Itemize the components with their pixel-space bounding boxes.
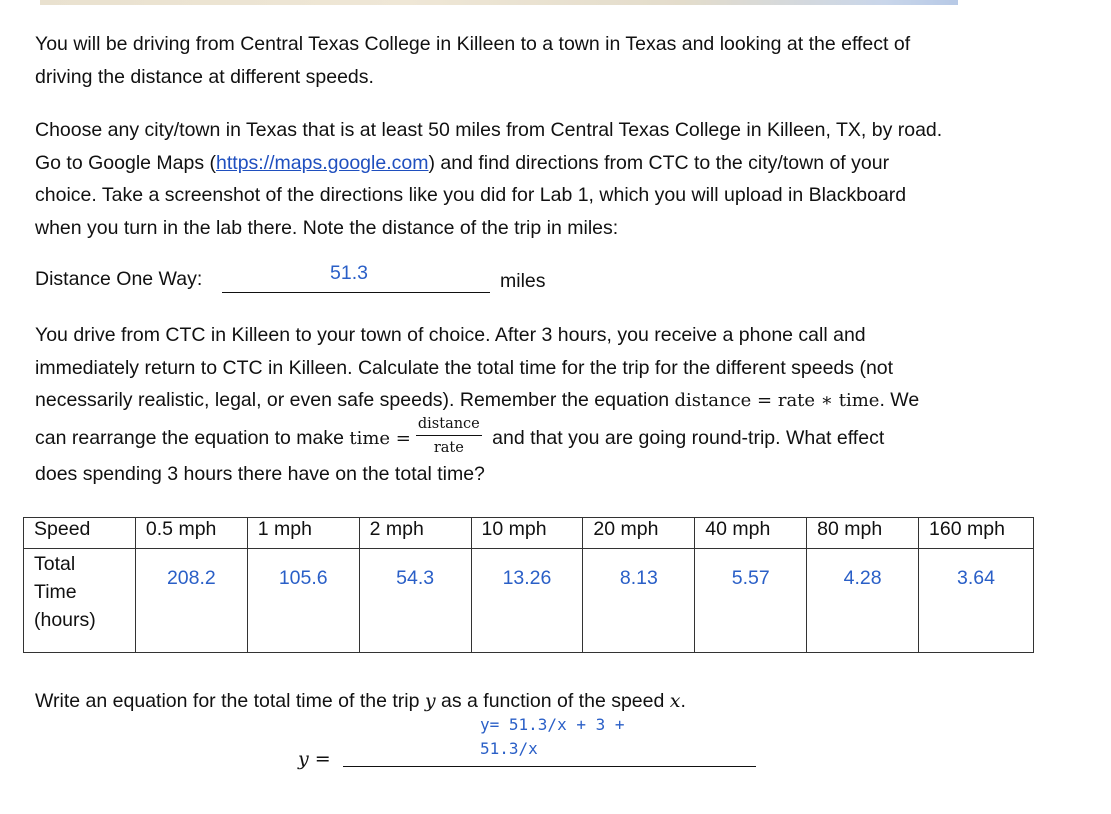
distance-value[interactable]: 51.3: [330, 262, 368, 284]
intro-line: You will be driving from Central Texas College in Killeen to a town in Texas and looking at the effect of: [35, 33, 911, 55]
time-cell[interactable]: 8.13: [583, 549, 695, 653]
speed-row: [24, 518, 1034, 549]
time-cell[interactable]: 105.6: [247, 549, 359, 653]
instructions-line: Choose any city/town in Texas that is at least 50 miles from Central Texas College in Killeen, TX, by road.: [35, 119, 943, 141]
speed-time-table: [23, 517, 1034, 653]
equation-blank-line: [343, 766, 756, 767]
fraction-denominator: rate: [433, 439, 464, 456]
speed-cell: 80 mph: [807, 518, 919, 549]
problem-text: can rearrange the equation to make: [35, 426, 350, 449]
speed-header-cell: Speed: [24, 518, 136, 549]
speed-cell: 2 mph: [359, 518, 471, 549]
answer-line: 51.3/x: [480, 739, 538, 758]
time-cell[interactable]: 54.3: [359, 549, 471, 653]
instructions-line: [35, 147, 1035, 180]
speed-cell: 160 mph: [919, 518, 1034, 549]
y-equals-label: y =: [298, 748, 331, 770]
distance-unit: miles: [500, 270, 546, 292]
total-time-header-cell: [24, 549, 136, 653]
distance-blank-line: [222, 292, 490, 293]
distance-over-rate-fraction: [416, 416, 482, 457]
instructions-text: ) and find directions from CTC to the city/town of your: [428, 151, 890, 174]
problem-line: You drive from CTC in Killeen to your town of choice. After 3 hours, you receive a phone call and: [35, 324, 866, 346]
time-cell[interactable]: 5.57: [695, 549, 807, 653]
speed-cell: 20 mph: [583, 518, 695, 549]
prompt-text: Write an equation for the total time of the trip: [35, 690, 425, 712]
prompt-text: as a function of the speed: [435, 690, 670, 712]
distance-equation: distance = rate ∗ time: [674, 390, 880, 411]
header-text: Time: [34, 581, 77, 603]
problem-line: immediately return to CTC in Killeen. Calculate the total time for the trip for the different speeds (not: [35, 356, 894, 379]
google-maps-link[interactable]: https://maps.google.com: [216, 151, 429, 174]
total-time-row: [24, 549, 1034, 653]
problem-text: . We: [879, 389, 920, 411]
time-equation: time =: [349, 427, 411, 449]
variable-x: x: [669, 690, 681, 712]
answer-line: y= 51.3/x + 3 +: [480, 715, 625, 734]
time-cell[interactable]: 4.28: [807, 549, 919, 653]
problem-line: [35, 384, 1035, 418]
problem-line: [35, 415, 1035, 458]
top-image-strip: [40, 0, 958, 5]
problem-line: does spending 3 hours there have on the total time?: [35, 462, 485, 485]
speed-cell: 40 mph: [695, 518, 807, 549]
time-cell[interactable]: 208.2: [135, 549, 247, 653]
time-cell[interactable]: 13.26: [471, 549, 583, 653]
instructions-line: when you turn in the lab there. Note the distance of the trip in miles:: [35, 216, 619, 239]
intro-line: driving the distance at different speeds.: [35, 65, 374, 88]
problem-paragraph: [35, 319, 1035, 490]
instructions-paragraph: [35, 114, 1035, 244]
problem-text: and that you are going round-trip. What effect: [486, 426, 885, 449]
speed-cell: 10 mph: [471, 518, 583, 549]
equation-prompt: [35, 690, 686, 713]
instructions-line: choice. Take a screenshot of the directions like you did for Lab 1, which you will upload in Blackboard: [35, 184, 907, 206]
equation-answer[interactable]: [480, 713, 680, 761]
intro-paragraph: [35, 28, 1035, 93]
header-text: Total: [34, 553, 76, 575]
distance-label: Distance One Way:: [35, 268, 203, 290]
speed-cell: 1 mph: [247, 518, 359, 549]
problem-text: necessarily realistic, legal, or even safe speeds). Remember the equation: [35, 389, 675, 411]
instructions-text: Go to Google Maps (: [35, 151, 217, 174]
prompt-text: .: [680, 690, 686, 712]
speed-cell: 0.5 mph: [135, 518, 247, 549]
variable-y: y: [424, 690, 436, 712]
fraction-numerator: distance: [416, 416, 482, 436]
header-text: (hours): [34, 609, 96, 631]
time-cell[interactable]: 3.64: [919, 549, 1034, 653]
